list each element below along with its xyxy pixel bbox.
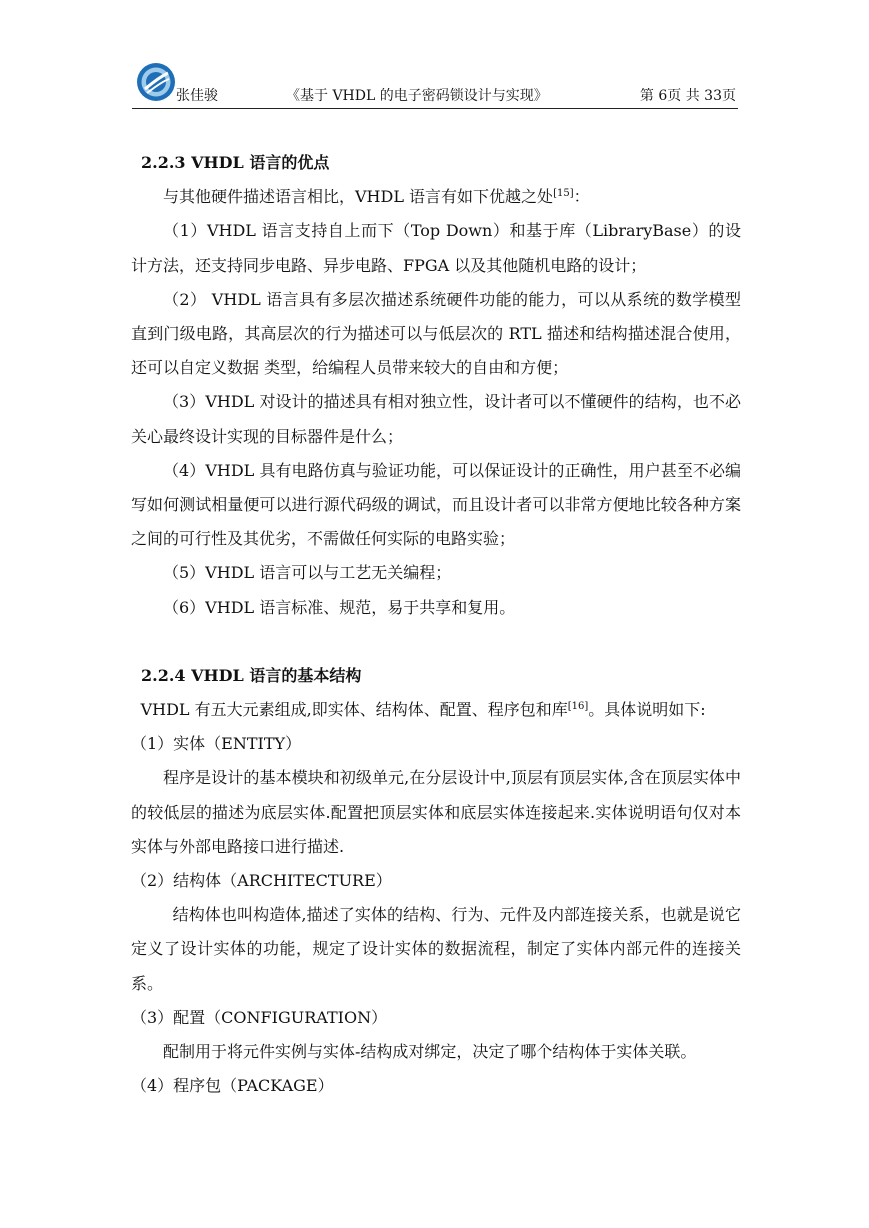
advantage-item-6: （6）VHDL 语言标准、规范，易于共享和复用。 — [163, 597, 516, 617]
entity-subtitle: （1）实体（ENTITY） — [131, 734, 302, 754]
intro-end: 。具体说明如下: — [588, 700, 706, 720]
advantage-item-5: （5）VHDL 语言可以与工艺无关编程； — [163, 563, 452, 583]
university-logo-icon — [136, 62, 176, 102]
advantage-item-4: （4）VHDL 具有电路仿真与验证功能，可以保证设计的正确性，用户甚至不必编写如何测试相量便可以进行源代码级的调试，而且设计者可以非常方便地比较各种方案之间的可行性及其优劣，不需做任何实际的电路实验； — [131, 460, 741, 549]
advantage-item-2: （2） VHDL 语言具有多层次描述系统硬件功能的能力，可以从系统的数学模型直到门级电路，其高层次的行为描述可以与低层次的 RTL 描述和结构描述混合使用，还可以自定义数据 类型，给编程人员带来较大的自由和方便； — [131, 289, 741, 378]
configuration-subtitle: （3）配置（CONFIGURATION） — [131, 1007, 388, 1027]
section-2-2-4-intro — [131, 693, 741, 727]
intro-text: 与其他硬件描述语言相比，VHDL 语言有如下优越之处 — [163, 187, 554, 207]
intro-end: ： — [573, 187, 590, 207]
intro-text: VHDL 有五大元素组成,即实体、结构体、配置、程序包和库 — [140, 700, 568, 720]
architecture-paragraph: 结构体也叫构造体,描述了实体的结构、行为、元件及内部连接关系，也就是说它定义了设计实体的功能，规定了设计实体的数据流程，制定了实体内部元件的连接关系。 — [131, 905, 741, 993]
package-subtitle: （4）程序包（PACKAGE） — [131, 1076, 334, 1096]
header-page-info: 第 6页 共 33页 — [639, 88, 736, 104]
section-heading-2-2-3: 2.2.3 VHDL 语言的优点 — [141, 153, 330, 172]
configuration-paragraph: 配制用于将元件实例与实体-结构成对绑定，决定了哪个结构体于实体关联。 — [163, 1042, 697, 1062]
section-gap — [131, 625, 741, 659]
citation-ref: [15] — [553, 188, 574, 200]
header-thesis-title: 《基于 VHDL 的电子密码锁设计与实现》 — [286, 88, 548, 104]
architecture-subtitle: （2）结构体（ARCHITECTURE） — [131, 871, 392, 891]
entity-paragraph: 程序是设计的基本模块和初级单元,在分层设计中,顶层有顶层实体,含在顶层实体中的较低层的描述为底层实体.配置把顶层实体和底层实体连接起来.实体说明语句仅对本实体与外部电路接口进行描述. — [131, 768, 741, 856]
page-header — [132, 58, 738, 109]
header-author: 张佳骏 — [176, 88, 218, 104]
page-body — [131, 146, 741, 1103]
advantage-item-1: （1）VHDL 语言支持自上而下（Top Down）和基于库（LibraryBase）的设计方法，还支持同步电路、异步电路、FPGA 以及其他随机电路的设计； — [131, 221, 741, 275]
advantage-item-3: （3）VHDL 对设计的描述具有相对独立性，设计者可以不懂硬件的结构，也不必关心最终设计实现的目标器件是什么； — [131, 392, 741, 446]
section-2-2-3-intro — [131, 180, 741, 214]
citation-ref: [16] — [567, 701, 589, 713]
section-heading-2-2-4: 2.2.4 VHDL 语言的基本结构 — [141, 665, 362, 685]
